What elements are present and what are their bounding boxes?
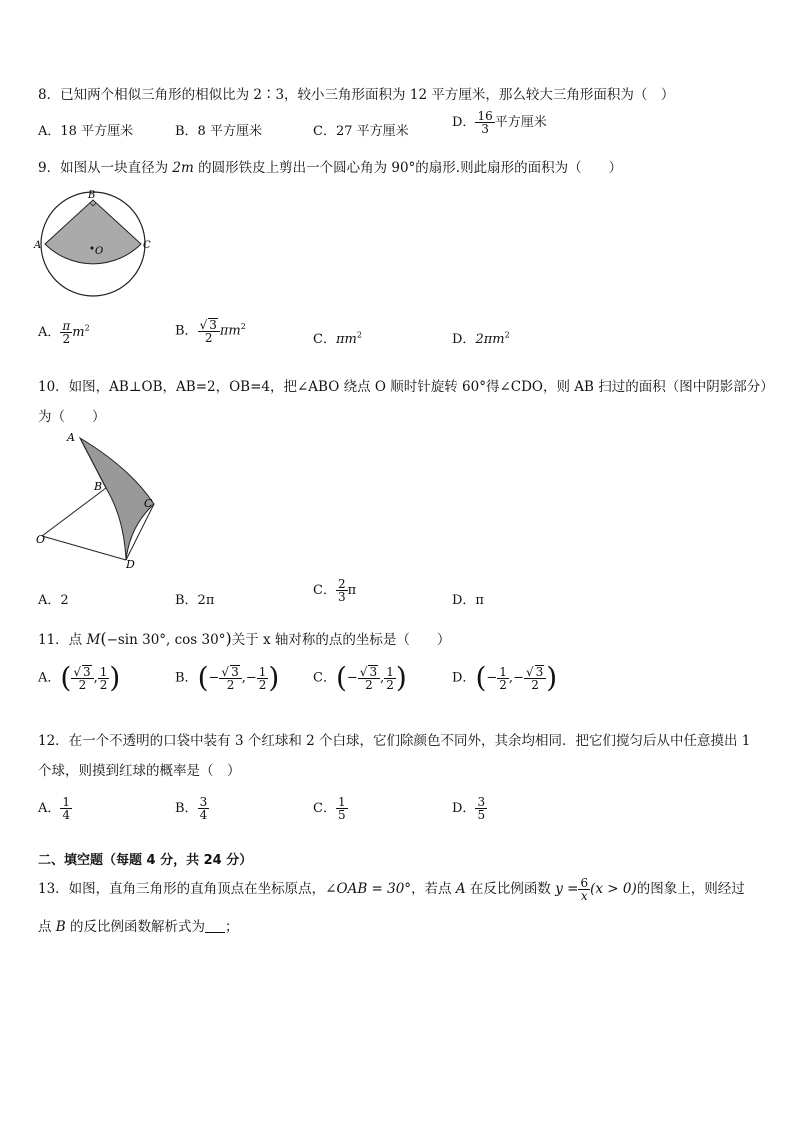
q11-option-c: C．(− $\frac{√ 3}{2}$ , $\frac{1}{2}$ ) [313,661,407,694]
q9-option-a: A． $\frac{\pi}{2}$ $m^2$ [38,319,90,346]
q9-center-point [91,247,94,250]
q9-label-b: B [88,190,96,201]
q9-label-c: C [143,240,151,251]
q10-stem: 10．如图，AB⊥OB，AB=2，OB=4，把∠ABO 绕点 O 顺时针旋转 60°得∠CDO，则 AB 扫过的面积（图中阴影部分） [38,379,774,395]
q10-option-c: C． $\frac{2}{3}$ π [313,577,357,604]
q12-stem: 12．在一个不透明的口袋中装有 3 个红球和 2 个白球，它们除颜色不同外，其余均相同．把它们搅匀后从中任意摸出 1 [38,733,751,749]
q10-figure [30,428,170,570]
q9-sector-shaded [45,200,141,264]
q12-stem-line2: 个球，则摸到红球的概率是（ ） [38,763,241,779]
q9-figure [30,186,160,302]
q10-label-d: D [126,558,135,570]
q9-label-o: O [95,246,104,257]
section-2-heading: 二、填空题（每题 4 分，共 24 分） [38,853,253,868]
q8-option-c: C．27 平方厘米 [313,124,409,139]
q11-option-d: D．(− $\frac{1}{2}$ ,− $\frac{√ 3}{2}$ ) [452,661,558,694]
q13-stem-line2: 点 B 的反比例函数解析式为 ； [38,919,239,935]
q12-option-c: C． $\frac{1}{5}$ [313,795,346,822]
q10-label-o: O [36,533,46,546]
q9-option-c: C．$\pi m^2$ [313,330,362,347]
q10-option-b: B．2π [175,593,215,608]
q9-option-b: B． $\frac{√ 3}{2}$ $\pi m^2$ [175,318,246,345]
q9-stem: 9．如图从一块直径为 2m 的圆形铁皮上剪出一个圆心角为 90°的扇形.则此扇形的面积为（ ） [38,160,623,176]
q8-option-a: A．18 平方厘米 [38,124,134,139]
q10-option-d: D．π [452,593,484,608]
q10-label-a: A [67,431,75,444]
q10-stem-line2: 为（ ） [38,409,106,425]
q9-label-a: A [34,240,42,251]
q11-option-a: A．( $\frac{√ 3}{2}$ , $\frac{1}{2}$ ) [38,661,121,694]
q8-option-b: B．8 平方厘米 [175,124,262,139]
q11-stem: 11．点 M(−sin 30°, cos 30°)关于 x 轴对称的点的坐标是（ ） [38,629,451,648]
q12-option-d: D． $\frac{3}{5}$ [452,795,486,822]
q10-label-b: B [94,480,103,493]
q8-stem: 8．已知两个相似三角形的相似比为 2∶3，较小三角形面积为 12 平方厘米，那么较大三角形面积为（ ） [38,87,675,103]
q10-segment-od [42,536,126,560]
q10-label-c: C [144,497,153,510]
q13-answer-blank[interactable] [205,920,225,933]
q11-option-b: B．(− $\frac{√ 3}{2}$ ,− $\frac{1}{2}$ ) [175,661,280,694]
q13-stem: 13．如图，直角三角形的直角顶点在坐标原点，∠OAB = 30°，若点 A 在反比例函数 y = $\frac{6}{x}$ (x > 0)的图象上，则经过 [38,876,745,903]
q12-option-b: B． $\frac{3}{4}$ [175,795,208,822]
q8-option-d: D． $\frac{16}{3}$ 平方厘米 [452,109,547,136]
q12-option-a: A． $\frac{1}{4}$ [38,795,71,822]
q9-option-d: D．$2\pi m^2$ [452,330,510,347]
q10-option-a: A．2 [38,593,69,608]
q10-segment-bo [42,488,106,536]
